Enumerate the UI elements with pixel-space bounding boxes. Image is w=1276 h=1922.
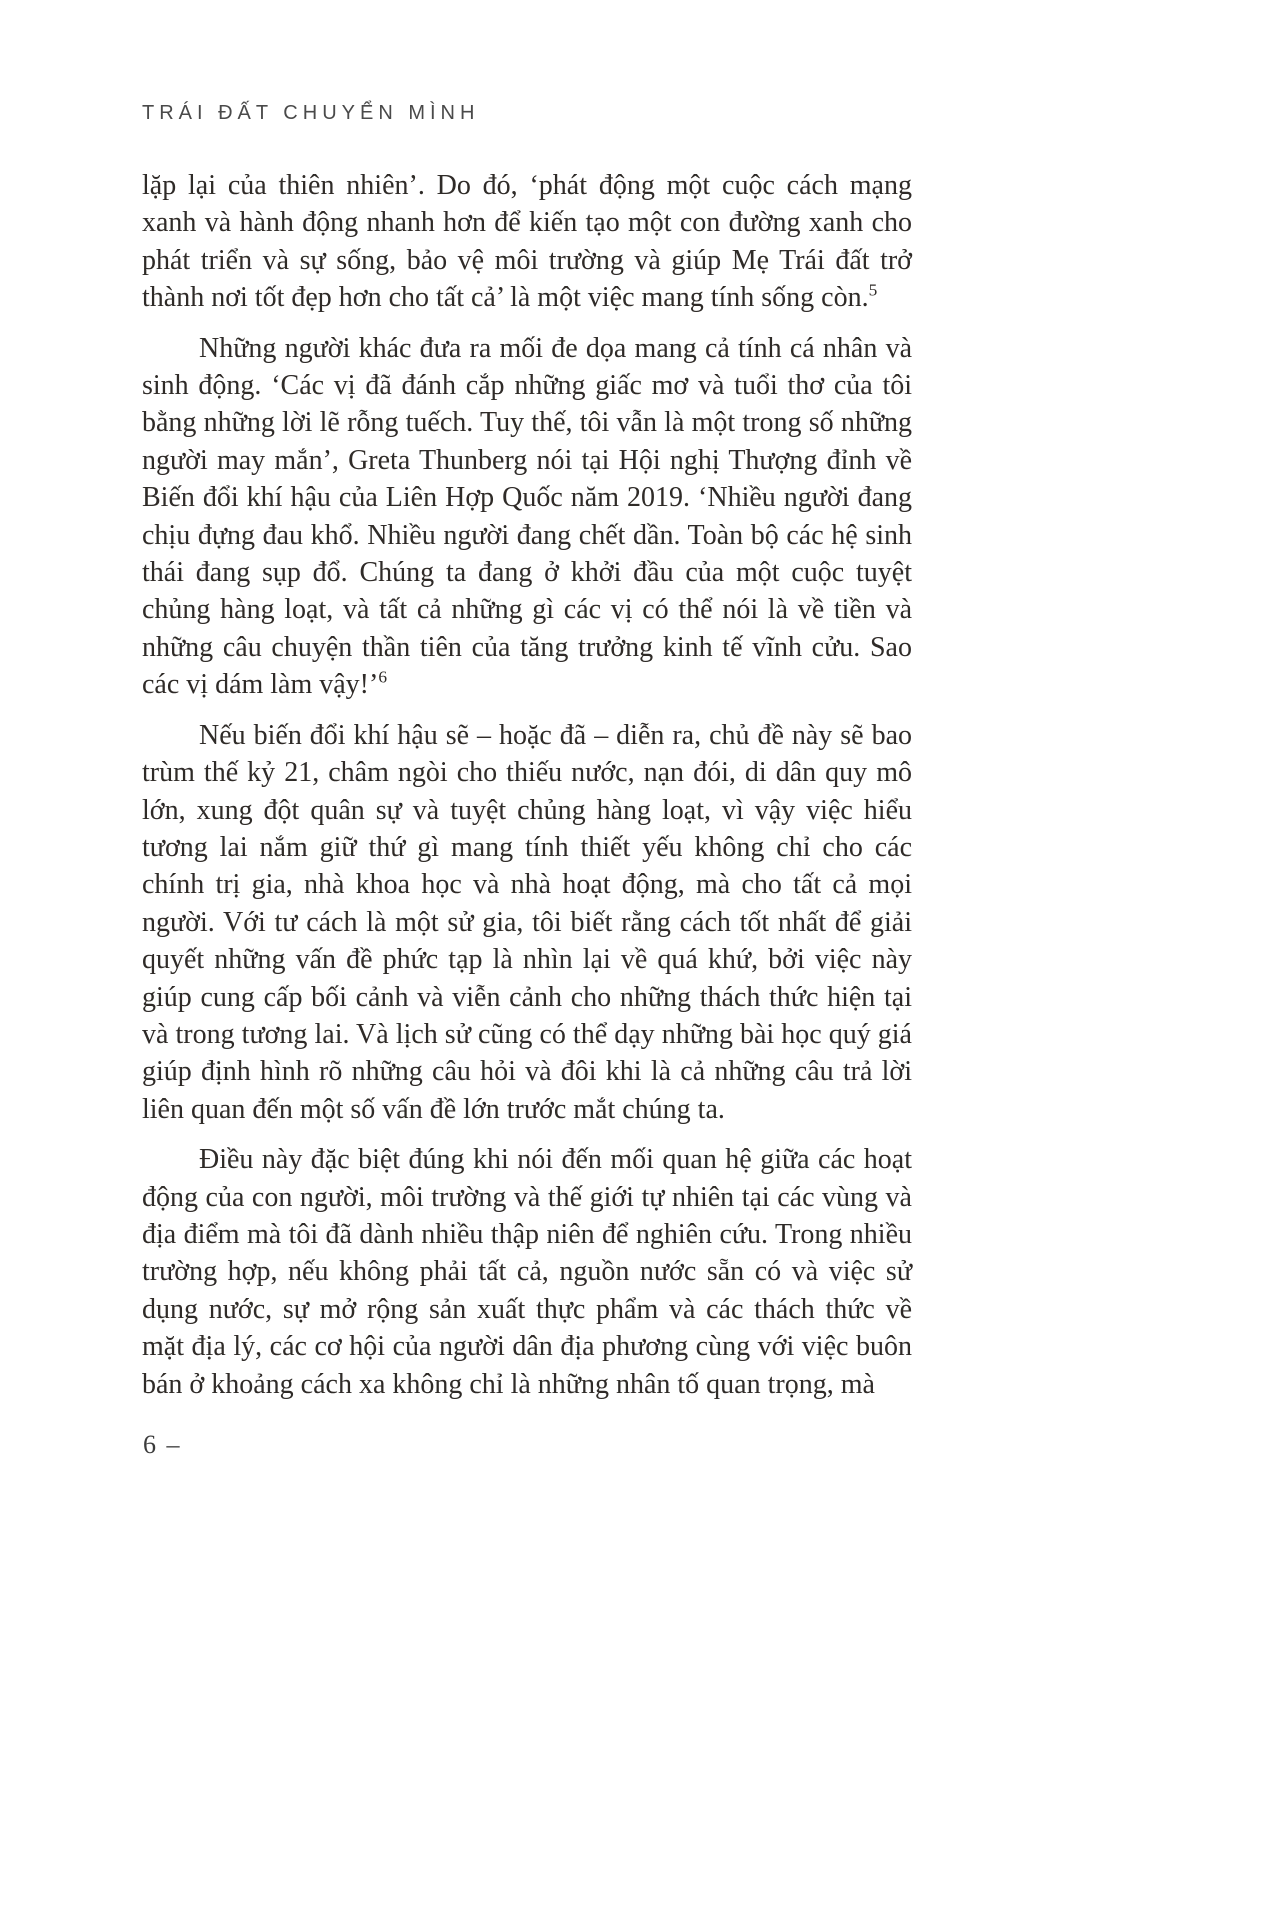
paragraph-3: [142, 717, 912, 1128]
paragraph-4: [142, 1141, 912, 1403]
paragraph-2: [142, 330, 912, 704]
page-header: [142, 102, 912, 125]
paragraph-2-text: Những người khác đưa ra mối đe dọa mang cả tính cá nhân và sinh động. ‘Các vị đã đánh cắp những giấc mơ và tuổi thơ của tôi bằng những lời lẽ rỗng tuếch. Tuy thế, tôi vẫn là một trong số những người may mắn’, Greta Thunberg nói tại Hội nghị Thượng đỉnh về Biến đổi khí hậu của Liên Hợp Quốc năm 2019. ‘Nhiều người đang chịu đựng đau khổ. Nhiều người đang chết dần. Toàn bộ các hệ sinh thái đang sụp đổ. Chúng ta đang ở khởi đầu của một cuộc tuyệt chủng hàng loạt, và tất cả những gì các vị có thể nói là về tiền và những câu chuyện thần tiên của tăng trưởng kinh tế vĩnh cửu. Sao các vị dám làm vậy!’: [142, 332, 912, 701]
footnote-ref-5: 5: [868, 280, 878, 300]
page-number: 6 –: [143, 1430, 182, 1459]
paragraph-4-text: Điều này đặc biệt đúng khi nói đến mối quan hệ giữa các hoạt động của con người, môi trường và thế giới tự nhiên tại các vùng và địa điểm mà tôi đã dành nhiều thập niên để nghiên cứu. Trong nhiều trường hợp, nếu không phải tất cả, nguồn nước sẵn có và việc sử dụng nước, sự mở rộng sản xuất thực phẩm và các thách thức về mặt địa lý, các cơ hội của người dân địa phương cùng với việc buôn bán ở khoảng cách xa không chỉ là những nhân tố quan trọng, mà: [142, 1144, 912, 1400]
paragraph-1: [142, 167, 912, 317]
page-footer: [143, 1430, 182, 1460]
running-header-title: TRÁI ĐẤT CHUYỂN MÌNH: [142, 102, 480, 124]
paragraph-3-text: Nếu biến đổi khí hậu sẽ – hoặc đã – diễn ra, chủ đề này sẽ bao trùm thế kỷ 21, châm ngòi cho thiếu nước, nạn đói, di dân quy mô lớn, xung đột quân sự và tuyệt chủng hàng loạt, vì vậy việc hiểu tương lai nắm giữ thứ gì mang tính thiết yếu không chỉ cho các chính trị gia, nhà khoa học và nhà hoạt động, mà cho tất cả mọi người. Với tư cách là một sử gia, tôi biết rằng cách tốt nhất để giải quyết những vấn đề phức tạp là nhìn lại về quá khứ, bởi việc này giúp cung cấp bối cảnh và viễn cảnh cho những thách thức hiện tại và trong tương lai. Và lịch sử cũng có thể dạy những bài học quý giá giúp định hình rõ những câu hỏi và đôi khi là cả những câu trả lời liên quan đến một số vấn đề lớn trước mắt chúng ta.: [142, 719, 912, 1125]
page-body: [142, 167, 912, 1403]
footnote-ref-6: 6: [378, 667, 388, 687]
paragraph-1-text: lặp lại của thiên nhiên’. Do đó, ‘phát động một cuộc cách mạng xanh và hành động nhanh hơn để kiến tạo một con đường xanh cho phát triển và sự sống, bảo vệ môi trường và giúp Mẹ Trái đất trở thành nơi tốt đẹp hơn cho tất cả’ là một việc mang tính sống còn.: [142, 170, 912, 314]
